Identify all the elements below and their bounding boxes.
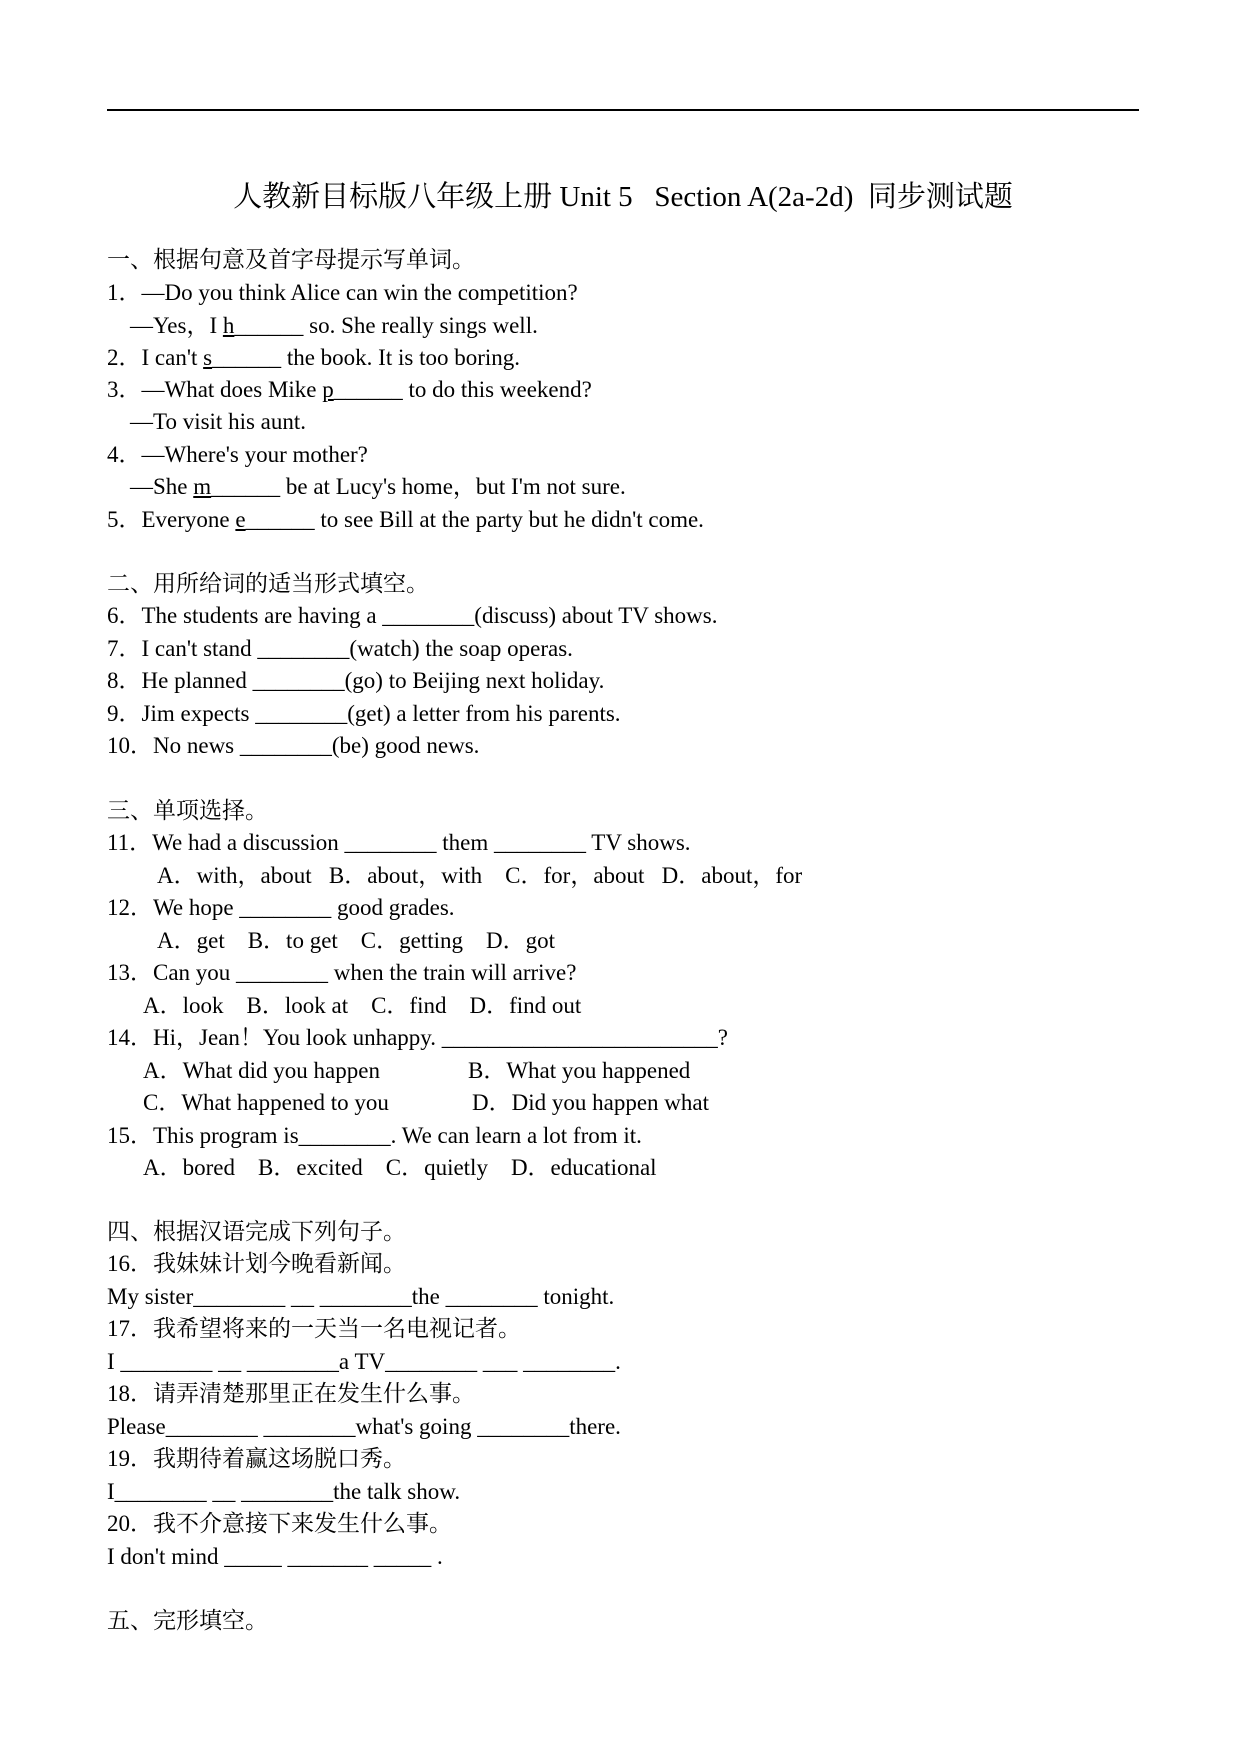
question-11-options: A．with，about B．about，with C．for，about D．about，for: [157, 863, 803, 888]
hint-letter: m: [193, 474, 212, 499]
question-18-chinese: 18．请弄清楚那里正在发生什么事。: [107, 1381, 475, 1406]
question-15: 15．This program is________. We can learn a lot from it.: [107, 1123, 642, 1148]
question-9: 9．Jim expects ________(get) a letter from his parents.: [107, 701, 621, 726]
question-14-option-d: D．Did you happen what: [472, 1090, 709, 1115]
question-text: ______ be at Lucy's home，but I'm not sure.: [211, 474, 626, 499]
question-19-chinese: 19．我期待着赢这场脱口秀。: [107, 1446, 406, 1471]
question-text: 3．—What does Mike: [107, 377, 323, 402]
question-19-english: I________ __ ________the talk show.: [107, 1479, 461, 1504]
hint-letter: p: [322, 377, 334, 402]
question-1-line-2: [130, 310, 538, 342]
section-1-heading: 一、根据句意及首字母提示写单词。: [107, 247, 475, 272]
question-13-options: A．look B．look at C．find D．find out: [143, 993, 582, 1018]
hint-letter: h: [222, 313, 235, 338]
header-rule: [107, 109, 1139, 111]
section-2-heading: 二、用所给词的适当形式填空。: [107, 571, 429, 596]
question-17-english: I ________ __ ________a TV________ ___ ________.: [107, 1349, 621, 1374]
question-15-options: A．bored B．excited C．quietly D．educational: [143, 1155, 657, 1180]
question-16-chinese: 16．我妹妹计划今晚看新闻。: [107, 1251, 406, 1276]
question-4-line-2: [130, 471, 626, 503]
question-18-english: Please________ ________what's going ________there.: [107, 1414, 621, 1439]
question-text: ______ to see Bill at the party but he didn't come.: [245, 507, 704, 532]
question-text: 5．Everyone: [107, 507, 236, 532]
question-20-english: I don't mind _____ _______ _____ .: [107, 1544, 443, 1569]
question-13: 13．Can you ________ when the train will arrive?: [107, 960, 577, 985]
question-14-option-a: A．What did you happen: [143, 1058, 380, 1083]
question-10: 10．No news ________(be) good news.: [107, 733, 480, 758]
question-text: 2．I can't: [107, 345, 204, 370]
question-5: [107, 504, 704, 536]
question-11: 11．We had a discussion ________ them ________ TV shows.: [107, 830, 691, 855]
question-14-option-c: C．What happened to you: [143, 1090, 389, 1115]
question-text: —Yes，I: [130, 313, 223, 338]
question-8: 8．He planned ________(go) to Beijing next holiday.: [107, 668, 605, 693]
section-4-heading: 四、根据汉语完成下列句子。: [107, 1219, 406, 1244]
question-4-line-1: 4．—Where's your mother?: [107, 442, 368, 467]
question-3-line-2: —To visit his aunt.: [130, 409, 307, 434]
question-2: [107, 342, 520, 374]
question-12-options: A．get B．to get C．getting D．got: [157, 928, 556, 953]
question-text: ______ the book. It is too boring.: [212, 345, 521, 370]
hint-letter: s: [203, 345, 213, 370]
question-text: —She: [130, 474, 194, 499]
question-1-line-1: 1．—Do you think Alice can win the competition?: [107, 280, 578, 305]
question-7: 7．I can't stand ________(watch) the soap operas.: [107, 636, 573, 661]
question-17-chinese: 17．我希望将来的一天当一名电视记者。: [107, 1316, 521, 1341]
question-3-line-1: [107, 374, 592, 406]
question-text: ______ so. She really sings well.: [234, 313, 538, 338]
question-6: 6．The students are having a ________(discuss) about TV shows.: [107, 603, 718, 628]
question-14: 14．Hi，Jean！You look unhappy. ________________________?: [107, 1025, 728, 1050]
question-14-option-b: B．What you happened: [468, 1058, 691, 1083]
question-text: ______ to do this weekend?: [333, 377, 592, 402]
hint-letter: e: [235, 507, 246, 532]
question-16-english: My sister________ __ ________the ________ tonight.: [107, 1284, 615, 1309]
section-5-heading: 五、完形填空。: [107, 1608, 268, 1633]
section-3-heading: 三、单项选择。: [107, 798, 268, 823]
page-title: 人教新目标版八年级上册 Unit 5 Section A(2a-2d) 同步测试题: [233, 181, 1013, 213]
question-12: 12．We hope ________ good grades.: [107, 895, 455, 920]
question-20-chinese: 20．我不介意接下来发生什么事。: [107, 1511, 452, 1536]
